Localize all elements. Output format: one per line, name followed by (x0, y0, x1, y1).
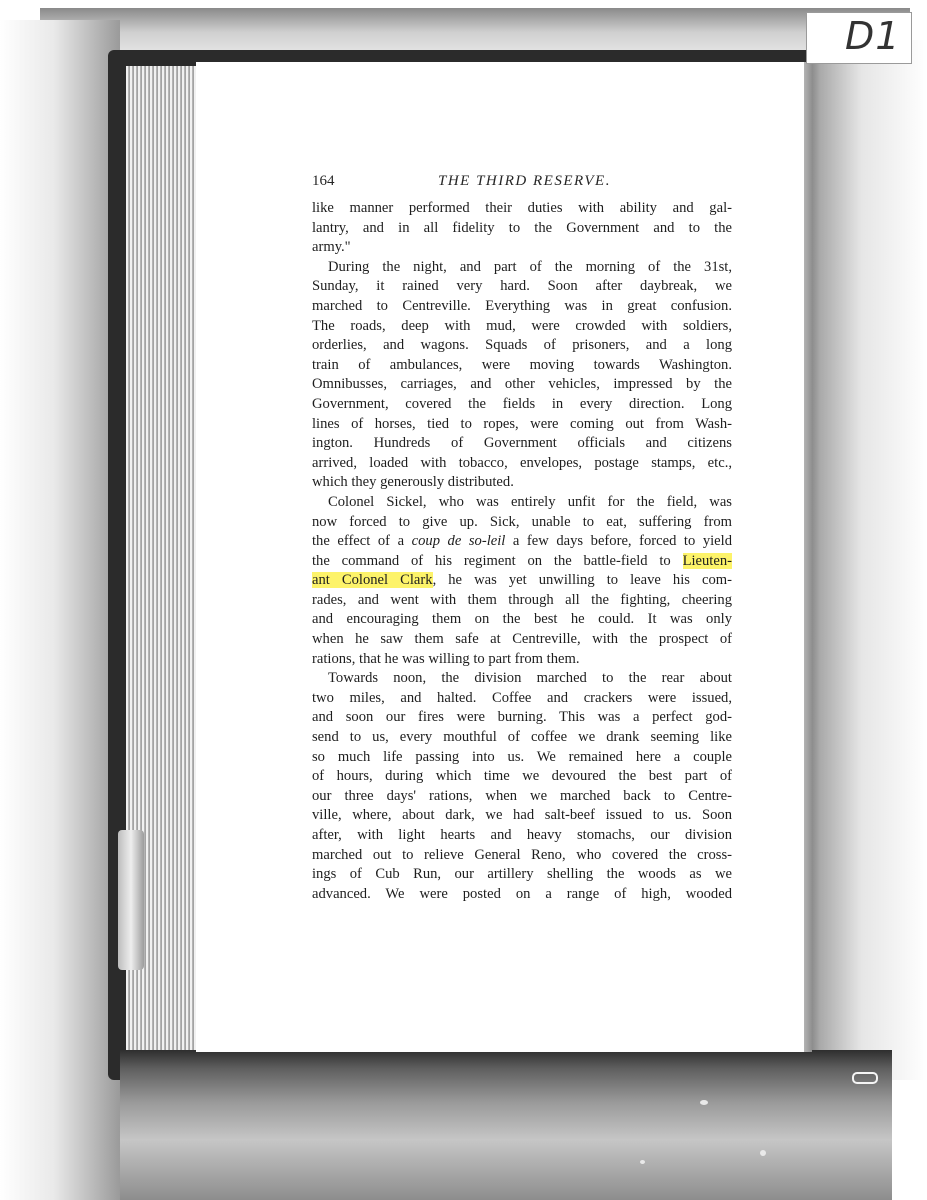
text-line: Colonel Sickel, who was entirely unfit for the field, was (328, 493, 732, 510)
text-line: Towards noon, the division marched to the rear about (328, 670, 732, 687)
text-line: ant Colonel Clark, he was yet unwilling to leave his com- (312, 572, 732, 589)
corner-label: D1 (845, 14, 901, 58)
text-line: and soon our fires were burning. This was a perfect god- (312, 709, 732, 726)
text-line: marched out to relieve General Reno, who covered the cross- (312, 846, 732, 863)
scan-shadow-bottom (120, 1050, 892, 1200)
running-header (312, 170, 732, 192)
text-line: ington. Hundreds of Government officials and citizens (312, 435, 732, 452)
scan-speck (700, 1100, 708, 1105)
text-line: Government, covered the fields in every direction. Long (312, 395, 732, 412)
highlighted-name: Lieuten- (682, 552, 732, 569)
scan-speck (760, 1150, 766, 1156)
text-line: arrived, loaded with tobacco, envelopes, postage stamps, etc., (312, 454, 732, 471)
text-line: orderlies, and wagons. Squads of prisoners, and a long (312, 337, 732, 354)
text-line: which they generously distributed. (312, 474, 514, 491)
text-line: During the night, and part of the morning of the 31st, (328, 258, 732, 275)
text-line: marched to Centreville. Everything was in great confusion. (312, 297, 732, 314)
scan-shadow-right (808, 40, 927, 1080)
scan-speck (640, 1160, 645, 1164)
text-line: Omnibusses, carriages, and other vehicles, impressed by the (312, 376, 732, 393)
italic-phrase: coup de so-leil (411, 533, 506, 550)
text-line: The roads, deep with mud, were crowded with soldiers, (312, 317, 732, 334)
text-line: lantry, and in all fidelity to the Government and to the (312, 219, 732, 236)
text-line: the effect of a coup de so-leil a few days before, forced to yield (312, 533, 733, 550)
page-body (312, 199, 732, 904)
text-line: now forced to give up. Sick, unable to eat, suffering from (312, 513, 732, 530)
running-title: THE THIRD RESERVE. (438, 173, 611, 189)
text-line: and encouraging them on the best he could. It was only (312, 611, 732, 628)
text-line: like manner performed their duties with ability and gal- (312, 200, 732, 216)
text-line: our three days' rations, when we marched back to Centre- (312, 787, 732, 804)
text-line: train of ambulances, were moving towards Washington. (312, 356, 732, 373)
text-line: rations, that he was willing to part from them. (312, 650, 580, 667)
text-line: when he saw them safe at Centreville, with the prospect of (312, 631, 732, 648)
text-line: lines of horses, tied to ropes, were coming out from Wash- (312, 415, 732, 432)
text-line: two miles, and halted. Coffee and crackers were issued, (312, 689, 732, 706)
binder-clip-mark (852, 1072, 878, 1084)
text-line: the command of his regiment on the battle-field to Lieuten- (312, 552, 732, 569)
text-line: ings of Cub Run, our artillery shelling the woods as we (312, 866, 732, 883)
text-line: after, with light hearts and heavy stomachs, our division (312, 827, 732, 843)
text-line: of hours, during which time we devoured the best part of (312, 768, 732, 785)
torn-page-edge (118, 830, 144, 970)
text-line: rades, and went with them through all the fighting, cheering (312, 591, 732, 608)
text-line: advanced. We were posted on a range of high, wooded (312, 885, 732, 902)
highlighted-name: ant Colonel Clark (312, 572, 433, 589)
scan-shadow-left (0, 20, 120, 1200)
text-line: army." (312, 239, 351, 256)
text-line: send to us, every mouthful of coffee we drank seeming like (312, 729, 732, 746)
page-number: 164 (312, 173, 335, 189)
text-line: ville, where, about dark, we had salt-beef issued to us. Soon (312, 807, 732, 824)
text-line: Sunday, it rained very hard. Soon after daybreak, we (312, 278, 732, 295)
text-line: so much life passing into us. We remained here a couple (312, 748, 732, 765)
